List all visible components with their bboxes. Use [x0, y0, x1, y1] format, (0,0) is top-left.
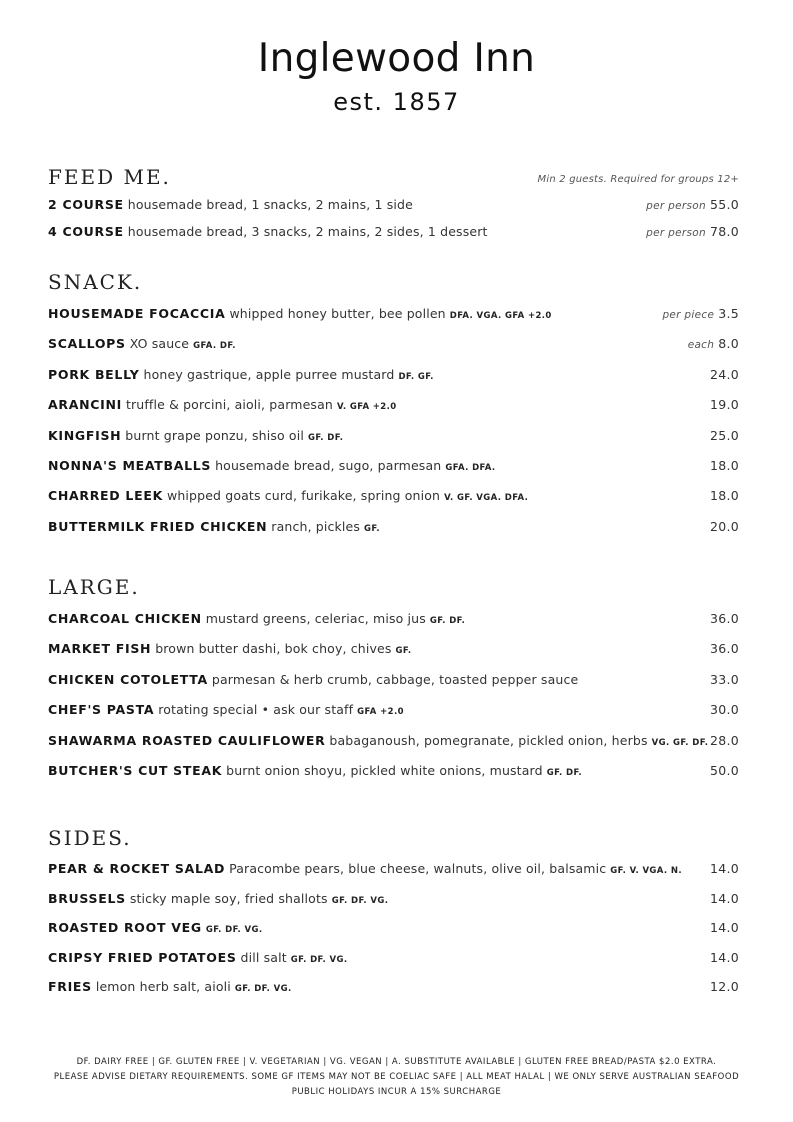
dietary-legend: DF. DAIRY FREE | GF. GLUTEN FREE | V. VEGETARIAN | VG. VEGAN | A. SUBSTITUTE AVAILABLE | GLUTEN FREE BREAD/PASTA $2.0 EXTRA.: [76, 1057, 717, 1067]
menu-item: [48, 762, 739, 780]
menu-item-price: 24.0: [709, 366, 739, 382]
dietary-tags: GF. DF. VG.: [234, 984, 292, 994]
menu-item-price-group: [710, 518, 739, 536]
menu-item: [48, 223, 739, 241]
price-unit: per person: [646, 200, 706, 212]
section-title-sides: SIDES.: [48, 826, 132, 850]
section-title-large: LARGE.: [48, 575, 140, 599]
menu-item-price-group: [710, 671, 739, 689]
menu-item-price-group: [710, 890, 739, 908]
menu-item-price: 30.0: [709, 702, 739, 718]
menu-item-name: HOUSEMADE FOCACCIA: [48, 306, 226, 321]
menu-item-name: SHAWARMA ROASTED CAULIFLOWER: [48, 732, 326, 748]
price-unit: each: [687, 339, 715, 352]
menu-item-name: NONNA'S MEATBALLS: [48, 458, 212, 473]
menu-item-name: MARKET FISH: [48, 641, 152, 657]
menu-item-price: 33.0: [709, 671, 739, 687]
menu-item-description: lemon herb salt, aioli: [95, 979, 231, 994]
dietary-tags: GF. DF. VG.: [205, 925, 263, 935]
menu-item-price-group: [710, 949, 739, 967]
dietary-tags: GF. DF.: [307, 432, 344, 443]
menu-item-price: 14.0: [709, 861, 739, 876]
menu-item-description: sticky maple soy, fried shallots: [129, 890, 328, 906]
menu-item-price-group: [710, 701, 739, 719]
menu-item-name: FRIES: [48, 979, 92, 994]
menu-item-description: mustard greens, celeriac, miso jus: [205, 611, 426, 626]
feed-me-note: Min 2 guests. Required for groups 12+: [537, 174, 739, 185]
menu-item-price: 55.0: [709, 197, 739, 212]
menu-item-price: 25.0: [709, 427, 739, 443]
menu-item-name: CHARRED LEEK: [48, 488, 163, 504]
menu-item-description: parmesan & herb crumb, cabbage, toasted pepper sauce: [211, 671, 579, 687]
menu-item-price: 19.0: [709, 397, 739, 413]
menu-item-price: 14.0: [709, 949, 739, 965]
menu-item: [48, 396, 739, 414]
restaurant-name: Inglewood Inn: [257, 36, 536, 81]
menu-item-name: PEAR & ROCKET SALAD: [48, 861, 226, 876]
menu-item: [48, 978, 739, 996]
menu-item-price-group: [710, 396, 739, 414]
menu-item-price-group: [688, 335, 739, 354]
menu-item-price-group: [710, 427, 739, 445]
menu-item-description: babaganoush, pomegranate, pickled onion, herbs: [329, 732, 648, 748]
menu-item-price-group: [710, 457, 739, 475]
established-year: est. 1857: [333, 88, 460, 116]
menu-item: [48, 457, 739, 475]
menu-item-description: burnt grape ponzu, shiso oil: [125, 427, 304, 443]
menu-item: [48, 305, 739, 323]
menu-item-name: BUTTERMILK FRIED CHICKEN: [48, 518, 268, 534]
menu-item-price: 36.0: [709, 641, 739, 657]
menu-item-description: housemade bread, 3 snacks, 2 mains, 2 sides, 1 dessert: [127, 224, 488, 239]
menu-item-price: 12.0: [709, 979, 739, 994]
menu-item: [48, 427, 739, 445]
menu-item-name: CHARCOAL CHICKEN: [48, 611, 202, 626]
dietary-tags: GF. DF.: [546, 768, 583, 778]
menu-item-description: XO sauce: [129, 336, 190, 352]
menu-item: [48, 518, 739, 536]
menu-item-price-group: [710, 762, 739, 780]
menu-item-description: brown butter dashi, bok choy, chives: [155, 641, 392, 657]
menu-item-price: 50.0: [709, 763, 739, 778]
dietary-tags: GF. DF. VG.: [290, 954, 348, 965]
menu-item: [48, 610, 739, 628]
menu-item-name: 4 COURSE: [48, 224, 124, 239]
menu-item: [48, 890, 739, 908]
section-title-snack: SNACK.: [48, 270, 143, 294]
menu-item-price-group: [710, 487, 739, 505]
menu-item: [48, 919, 739, 937]
menu-item-price: 78.0: [709, 224, 739, 239]
menu-item-price-group: [646, 196, 739, 215]
menu-item-price: 36.0: [709, 611, 739, 626]
menu-item-price-group: [710, 860, 739, 878]
menu-item-description: burnt onion shoyu, pickled white onions, mustard: [226, 763, 543, 778]
menu-item: [48, 196, 739, 214]
menu-item-name: BUTCHER'S CUT STEAK: [48, 763, 223, 778]
menu-item-price-group: [710, 732, 739, 750]
dietary-tags: V. GF. VGA. DFA.: [444, 493, 529, 504]
menu-item-name: PORK BELLY: [48, 366, 140, 382]
menu-item-description: whipped honey butter, bee pollen: [229, 306, 446, 321]
menu-item-price-group: [710, 366, 739, 384]
menu-item-description: ranch, pickles: [271, 518, 361, 534]
menu-item: [48, 860, 739, 878]
menu-item-description: rotating special • ask our staff: [158, 702, 354, 718]
dietary-tags: DFA. VGA. GFA +2.0: [449, 311, 552, 321]
dietary-tags: V. GFA +2.0: [336, 402, 397, 413]
menu-item-price: 18.0: [709, 458, 739, 473]
menu-item-price: 14.0: [709, 920, 739, 935]
dietary-tags: VG. GF. DF.: [651, 737, 709, 748]
menu-item-description: housemade bread, 1 snacks, 2 mains, 1 side: [127, 197, 413, 212]
menu-item-description: whipped goats curd, furikake, spring onion: [166, 488, 441, 504]
menu-item-price-group: [710, 640, 739, 658]
menu-item-price: 18.0: [709, 488, 739, 504]
menu-item-name: CHICKEN COTOLETTA: [48, 671, 208, 687]
menu-item: [48, 949, 739, 967]
dietary-tags: GFA +2.0: [357, 707, 404, 718]
menu-item-price: 28.0: [709, 732, 739, 748]
menu-item: [48, 487, 739, 505]
menu-item-description: housemade bread, sugo, parmesan: [215, 458, 442, 473]
dietary-tags: GF. DF.: [429, 616, 466, 626]
menu-item-name: BRUSSELS: [48, 890, 126, 906]
menu-item-name: CRIPSY FRIED POTATOES: [48, 949, 237, 965]
menu-item-name: SCALLOPS: [48, 336, 126, 352]
menu-item: [48, 701, 739, 719]
menu-item-name: KINGFISH: [48, 427, 122, 443]
menu-item-price: 14.0: [709, 890, 739, 906]
menu-item-name: ARANCINI: [48, 397, 122, 413]
dietary-tags: GF.: [395, 646, 412, 657]
dietary-tags: DF. GF.: [398, 371, 434, 382]
menu-item-price: 8.0: [718, 336, 739, 352]
menu-item-description: truffle & porcini, aioli, parmesan: [125, 397, 333, 413]
menu-item-description: dill salt: [240, 949, 287, 965]
dietary-tags: GF. DF. VG.: [331, 895, 389, 906]
menu-item: [48, 366, 739, 384]
dietary-tags: GF. V. VGA. N.: [610, 866, 683, 876]
dietary-tags: GF.: [364, 523, 381, 534]
menu-item-description: Paracombe pears, blue cheese, walnuts, olive oil, balsamic: [229, 861, 607, 876]
menu-item-price-group: [646, 223, 739, 242]
menu-item: [48, 335, 739, 353]
menu-item-price: 3.5: [718, 306, 739, 321]
dietary-tags: GFA. DFA.: [445, 463, 496, 473]
holiday-surcharge-note: PUBLIC HOLIDAYS INCUR A 15% SURCHARGE: [291, 1087, 502, 1097]
menu-item-price-group: [662, 305, 739, 324]
menu-item: [48, 732, 739, 750]
section-title-feed-me: FEED ME.: [48, 165, 171, 189]
dietary-advice: PLEASE ADVISE DIETARY REQUIREMENTS. SOME GF ITEMS MAY NOT BE COELIAC SAFE | ALL MEAT HALAL | WE ONLY SERVE AUSTRALIAN SEAFOOD: [53, 1072, 740, 1082]
menu-item-price: 20.0: [709, 518, 739, 534]
dietary-tags: GFA. DF.: [193, 341, 236, 352]
menu-item: [48, 671, 739, 689]
menu-item-name: 2 COURSE: [48, 197, 124, 212]
menu-item: [48, 640, 739, 658]
price-unit: per person: [646, 227, 706, 239]
menu-item-price-group: [710, 978, 739, 996]
price-unit: per piece: [662, 309, 715, 321]
menu-item-name: ROASTED ROOT VEG: [48, 920, 202, 935]
menu-item-price-group: [710, 919, 739, 937]
menu-item-name: CHEF'S PASTA: [48, 702, 155, 718]
menu-item-price-group: [710, 610, 739, 628]
menu-item-description: honey gastrique, apple purree mustard: [143, 366, 395, 382]
